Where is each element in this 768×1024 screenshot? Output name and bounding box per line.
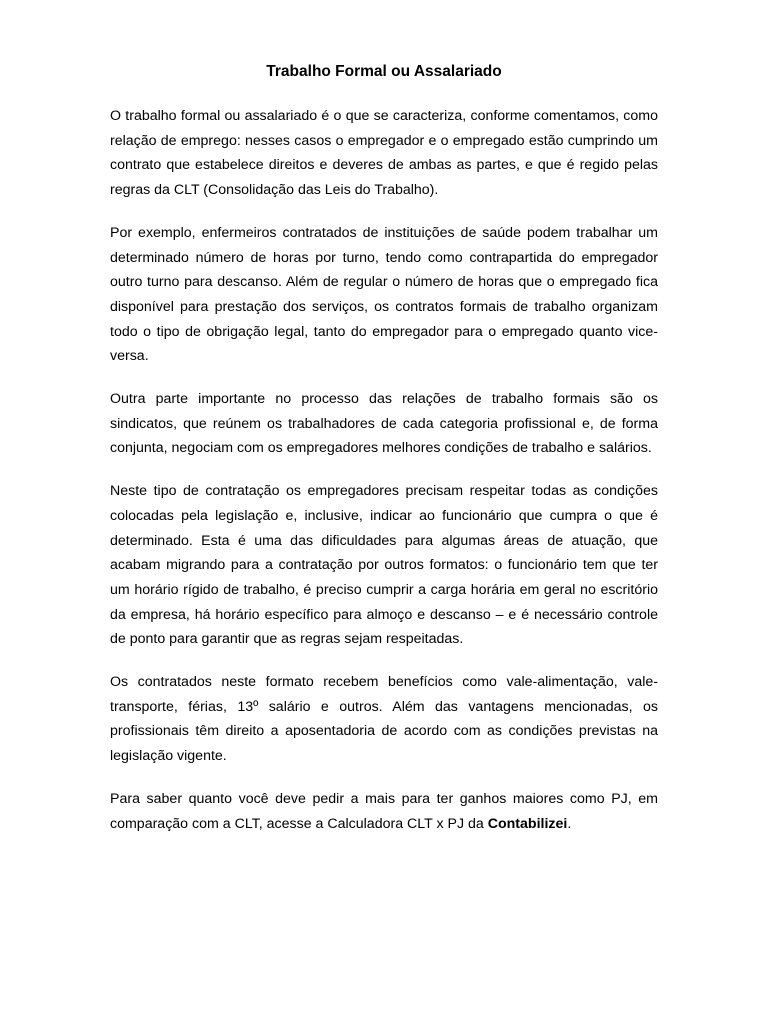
paragraph-3: Outra parte importante no processo das relações de trabalho formais são os sindicatos, que reúnem os trabalhadores de cada categoria profissional e, de forma conjunta, negociam com os empregadores melhores condições de trabalho e salários. bbox=[110, 391, 658, 457]
paragraph-1: O trabalho formal ou assalariado é o que se caracteriza, conforme comentamos, como relação de emprego: nesses casos o empregador e o empregado estão cumprindo um contrato que estabelece direitos e deveres de ambas as partes, e que é regido pelas regras da CLT (Consolidação das Leis do Trabalho). bbox=[110, 108, 658, 199]
paragraph-6-text: Para saber quanto você deve pedir a mais para ter ganhos maiores como PJ, em comparação com a CLT, acesse a Calculadora CLT x PJ da bbox=[110, 790, 658, 832]
paragraph-2: Por exemplo, enfermeiros contratados de instituições de saúde podem trabalhar um determinado número de horas por turno, tendo como contrapartida do empregador outro turno para descanso. Além de regular o número de horas que o empregado fica disponível para prestação dos serviços, os contratos formais de trabalho organizam todo o tipo de obrigação legal, tanto do empregador para o empregado quanto vice-versa. bbox=[110, 224, 658, 365]
paragraph-5: Os contratados neste formato recebem benefícios como vale-alimentação, vale-transporte, férias, 13º salário e outros. Além das vantagens mencionadas, os profissionais têm direito a aposentadoria de acordo com as condições previstas na legislação vigente. bbox=[110, 674, 658, 765]
paragraph-4: Neste tipo de contratação os empregadores precisam respeitar todas as condições colocadas pela legislação e, inclusive, indicar ao funcionário que cumpra o que é determinado. Esta é uma das dificuldades para algumas áreas de atuação, que acabam migrando para a contratação por outros formatos: o funcionário tem que ter um horário rígido de trabalho, é preciso cumprir a carga horária em geral no escritório da empresa, há horário específico para almoço e descanso – e é necessário controle de ponto para garantir que as regras sejam respeitadas. bbox=[110, 483, 658, 648]
document-page bbox=[110, 60, 658, 836]
brand-name: Contabilizei bbox=[487, 815, 568, 832]
paragraph-6 bbox=[110, 787, 658, 836]
document-title: Trabalho Formal ou Assalariado bbox=[266, 63, 502, 80]
paragraph-6-end: . bbox=[567, 815, 572, 832]
